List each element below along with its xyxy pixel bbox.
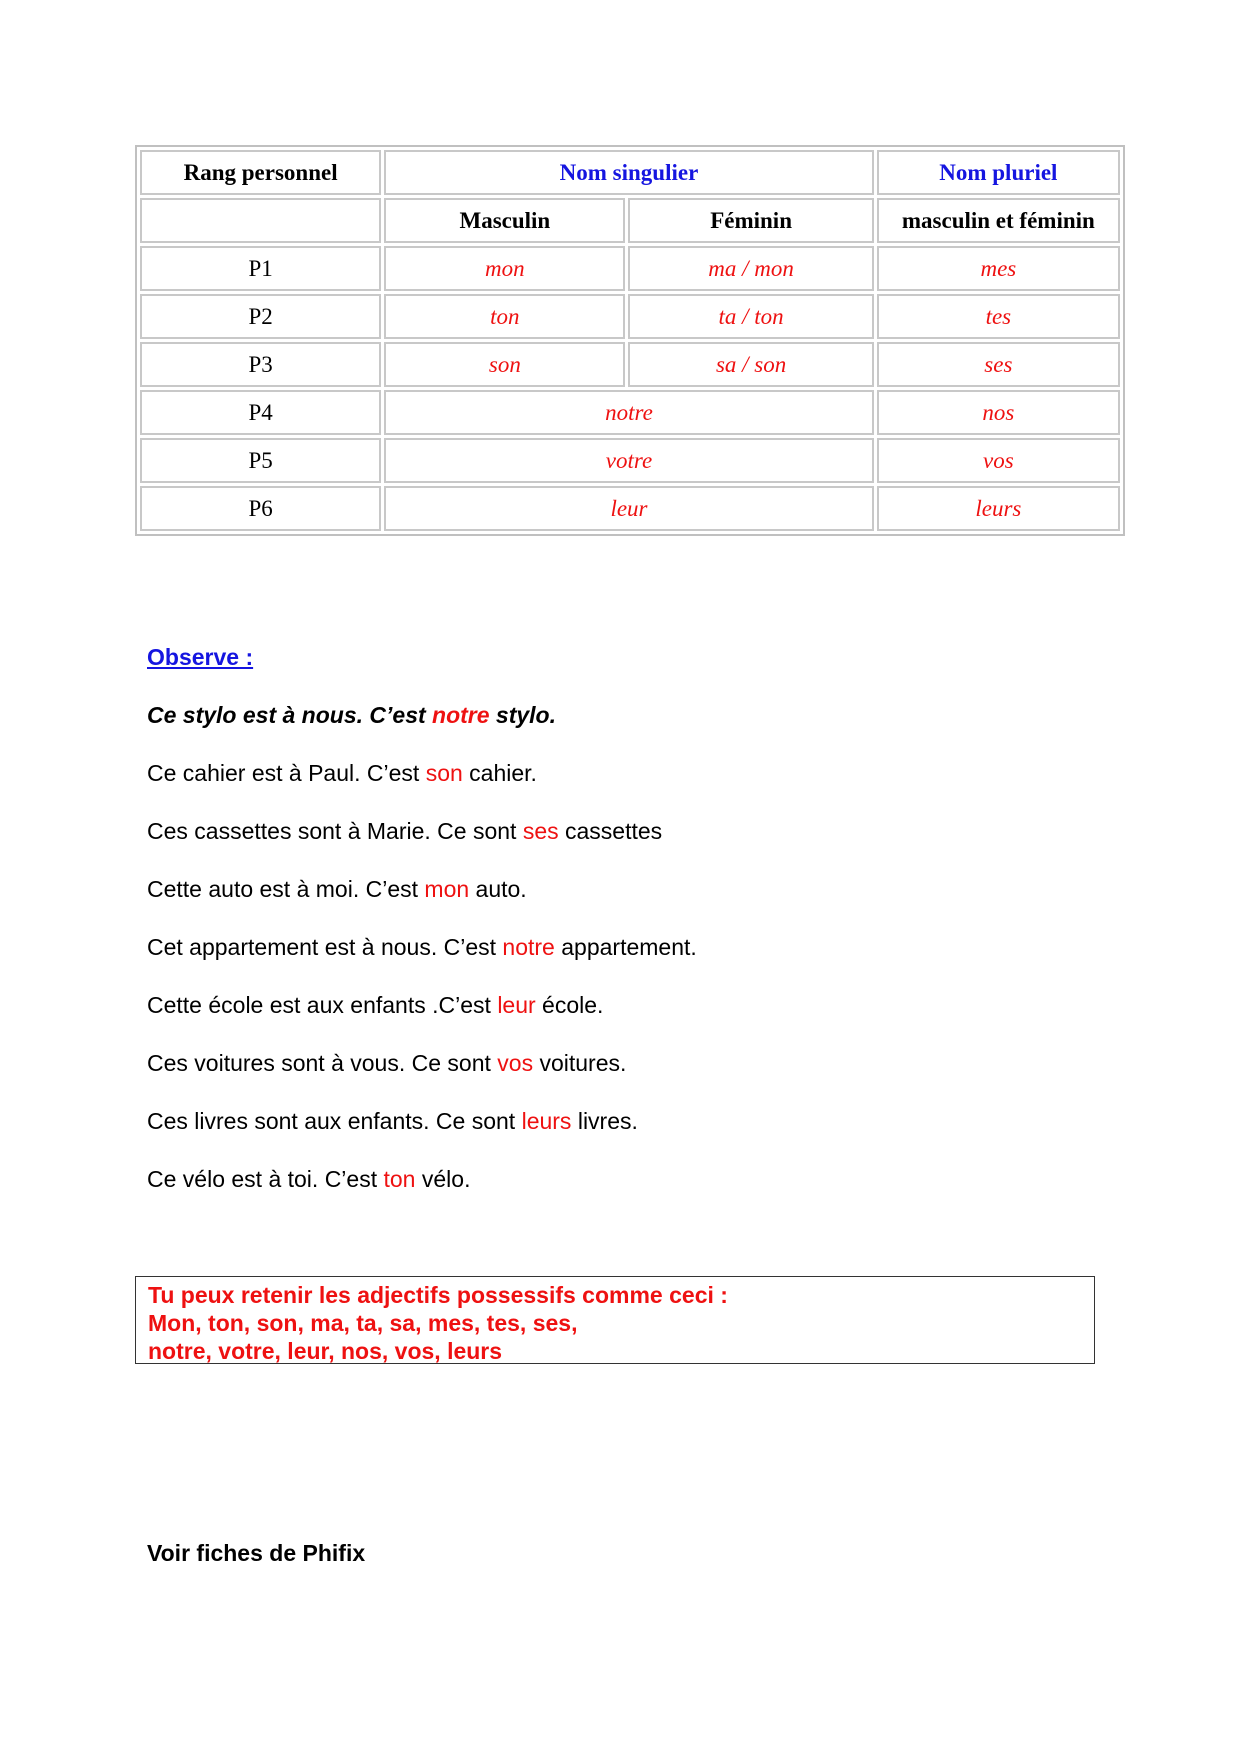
sentence-after: livres. <box>571 1108 638 1134</box>
sentence-before: Ce cahier est à Paul. C’est <box>147 760 426 786</box>
sentence-before: Ces voitures sont à vous. Ce sont <box>147 1050 498 1076</box>
row-masculin: son <box>384 342 625 387</box>
subheader-mixte: masculin et féminin <box>877 198 1120 243</box>
sentence-line <box>147 1050 626 1077</box>
sentence-before: Cette école est aux enfants .C’est <box>147 992 498 1018</box>
retenir-line-2: Mon, ton, son, ma, ta, sa, mes, tes, ses, <box>148 1310 578 1336</box>
sentence-line <box>147 760 537 787</box>
subheader-empty <box>140 198 381 243</box>
sentence-word: leurs <box>521 1108 572 1134</box>
sentence-line <box>147 934 697 961</box>
row-singulier: votre <box>384 438 873 483</box>
example-sentence <box>147 702 556 729</box>
row-feminin: ta / ton <box>628 294 873 339</box>
row-feminin: sa / son <box>628 342 873 387</box>
row-rang: P6 <box>140 486 381 531</box>
sentence-line <box>147 818 662 845</box>
row-pluriel: mes <box>877 246 1120 291</box>
sentence-after: voitures. <box>533 1050 627 1076</box>
header-singulier: Nom singulier <box>384 150 873 195</box>
table-row <box>140 246 1120 291</box>
sentence-after: vélo. <box>415 1166 471 1192</box>
sentence-word: vos <box>497 1050 534 1076</box>
example-after: stylo. <box>489 702 556 728</box>
sentence-before: Ce vélo est à toi. C’est <box>147 1166 384 1192</box>
retenir-line-3: notre, votre, leur, nos, vos, leurs <box>148 1338 503 1364</box>
sentence-after: appartement. <box>554 934 697 960</box>
header-rang: Rang personnel <box>140 150 381 195</box>
header-pluriel: Nom pluriel <box>877 150 1120 195</box>
row-singulier: notre <box>384 390 873 435</box>
row-rang: P3 <box>140 342 381 387</box>
sentence-word: son <box>425 760 463 786</box>
row-rang: P4 <box>140 390 381 435</box>
observe-heading: Observe : <box>147 644 254 670</box>
row-singulier: leur <box>384 486 873 531</box>
table-subheader-row <box>140 198 1120 243</box>
sentence-line <box>147 1108 638 1135</box>
sentence-before: Cet appartement est à nous. C’est <box>147 934 503 960</box>
sentence-line <box>147 876 527 903</box>
row-rang: P1 <box>140 246 381 291</box>
sentence-before: Cette auto est à moi. C’est <box>147 876 425 902</box>
row-masculin: mon <box>384 246 625 291</box>
sentence-word: mon <box>424 876 470 902</box>
table-header-row <box>140 150 1120 195</box>
row-pluriel: ses <box>877 342 1120 387</box>
table-row <box>140 486 1120 531</box>
retenir-line-1: Tu peux retenir les adjectifs possessifs comme ceci : <box>148 1282 728 1308</box>
subheader-masculin: Masculin <box>384 198 625 243</box>
sentence-word: ses <box>522 818 559 844</box>
example-word: notre <box>432 702 490 728</box>
retenir-box <box>135 1276 1095 1364</box>
row-rang: P5 <box>140 438 381 483</box>
sentence-before: Ces livres sont aux enfants. Ce sont <box>147 1108 522 1134</box>
row-masculin: ton <box>384 294 625 339</box>
row-feminin: ma / mon <box>628 246 873 291</box>
row-rang: P2 <box>140 294 381 339</box>
row-pluriel: vos <box>877 438 1120 483</box>
sentence-word: ton <box>383 1166 416 1192</box>
sentence-word: notre <box>502 934 555 960</box>
sentence-after: auto. <box>469 876 527 902</box>
possessive-table <box>135 145 1125 536</box>
sentence-after: cahier. <box>462 760 537 786</box>
sentence-word: leur <box>497 992 536 1018</box>
row-pluriel: leurs <box>877 486 1120 531</box>
sentence-line <box>147 1166 470 1193</box>
table-row <box>140 342 1120 387</box>
footer-note: Voir fiches de Phifix <box>147 1540 366 1566</box>
sentence-after: cassettes <box>558 818 663 844</box>
row-pluriel: nos <box>877 390 1120 435</box>
sentence-after: école. <box>535 992 604 1018</box>
example-before: Ce stylo est à nous. C’est <box>147 702 433 728</box>
table-row <box>140 438 1120 483</box>
table-row <box>140 294 1120 339</box>
table-row <box>140 390 1120 435</box>
row-pluriel: tes <box>877 294 1120 339</box>
subheader-feminin: Féminin <box>628 198 873 243</box>
sentence-before: Ces cassettes sont à Marie. Ce sont <box>147 818 523 844</box>
sentence-line <box>147 992 603 1019</box>
